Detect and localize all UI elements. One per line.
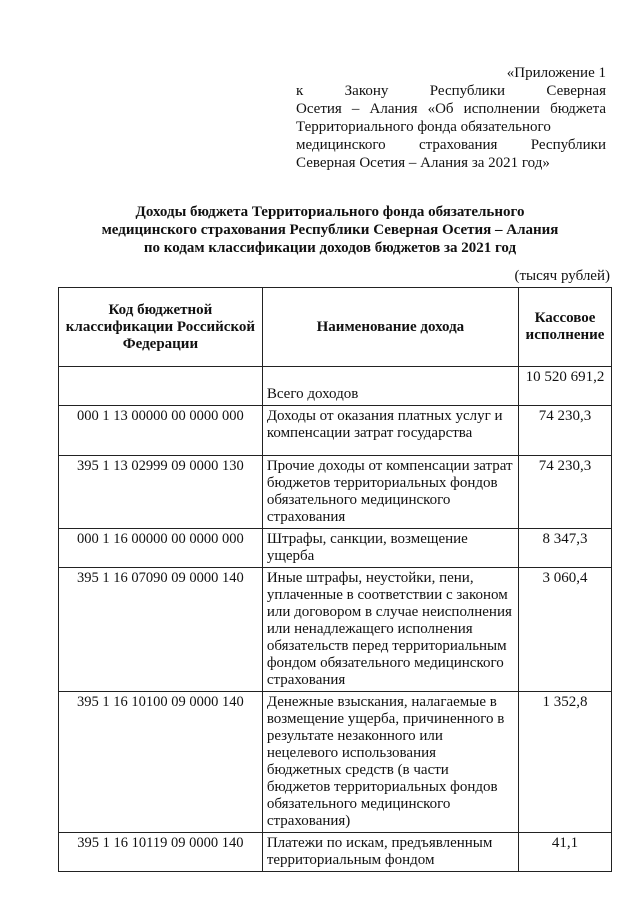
- appendix-header: [296, 64, 606, 172]
- title-line: медицинского страхования Республики Северная Осетия – Алания: [101, 222, 559, 238]
- appendix-line: к Закону Республики Северная: [296, 83, 606, 99]
- header-code: Код бюджетной классификации Российской Федерации: [59, 288, 263, 367]
- row-value: 74 230,3: [519, 456, 612, 529]
- row-name: Денежные взыскания, налагаемые в возмещение ущерба, причиненного в результате незаконного или нецелевого использования бюджетных средств (в части бюджетов территориальных фондов обязательного медицинского страхования): [262, 692, 518, 833]
- table-row: [59, 456, 612, 529]
- appendix-line: Территориального фонда обязательного: [296, 119, 551, 135]
- table-row: [59, 406, 612, 456]
- title-line: Доходы бюджета Территориального фонда обязательного: [135, 204, 525, 220]
- table-row: [59, 692, 612, 833]
- row-code: 395 1 16 07090 09 0000 140: [59, 568, 263, 692]
- row-value: 74 230,3: [519, 406, 612, 456]
- row-name: Иные штрафы, неустойки, пени, уплаченные в соответствии с законом или договором в случае неисполнения или ненадлежащего исполнения обязательств перед территориальным фондом обязательного медицинского страхования: [262, 568, 518, 692]
- appendix-line: Северная Осетия – Алания за 2021 год»: [296, 155, 550, 171]
- units-label: (тысяч рублей): [514, 268, 610, 284]
- row-name: Платежи по искам, предъявленным территориальным фондом: [262, 833, 518, 872]
- table-row: [59, 833, 612, 872]
- row-code: 395 1 16 10100 09 0000 140: [59, 692, 263, 833]
- row-code: 000 1 13 00000 00 0000 000: [59, 406, 263, 456]
- row-name: Штрафы, санкции, возмещение ущерба: [262, 529, 518, 568]
- header-value: Кассовое исполнение: [519, 288, 612, 367]
- row-code: [59, 367, 263, 406]
- income-table: [58, 287, 612, 872]
- row-value: 1 352,8: [519, 692, 612, 833]
- row-value: 8 347,3: [519, 529, 612, 568]
- table-row: [59, 367, 612, 406]
- row-value: 10 520 691,2: [519, 367, 612, 406]
- appendix-line: «Приложение 1: [506, 65, 606, 81]
- row-code: 000 1 16 00000 00 0000 000: [59, 529, 263, 568]
- row-value: 41,1: [519, 833, 612, 872]
- table-header-row: [59, 288, 612, 367]
- row-name: Прочие доходы от компенсации затрат бюджетов территориальных фондов обязательного медицинского страхования: [262, 456, 518, 529]
- table-row: [59, 529, 612, 568]
- appendix-line: медицинского страхования Республики: [296, 137, 606, 153]
- row-code: 395 1 16 10119 09 0000 140: [59, 833, 263, 872]
- row-code: 395 1 13 02999 09 0000 130: [59, 456, 263, 529]
- table-row: [59, 568, 612, 692]
- header-name: Наименование дохода: [262, 288, 518, 367]
- title-line: по кодам классификации доходов бюджетов за 2021 год: [143, 240, 517, 256]
- document-title: [70, 203, 590, 257]
- row-value: 3 060,4: [519, 568, 612, 692]
- appendix-line: Осетия – Алания «Об исполнении бюджета: [296, 101, 606, 117]
- row-name: Доходы от оказания платных услуг и компенсации затрат государства: [262, 406, 518, 456]
- row-name: Всего доходов: [262, 367, 518, 406]
